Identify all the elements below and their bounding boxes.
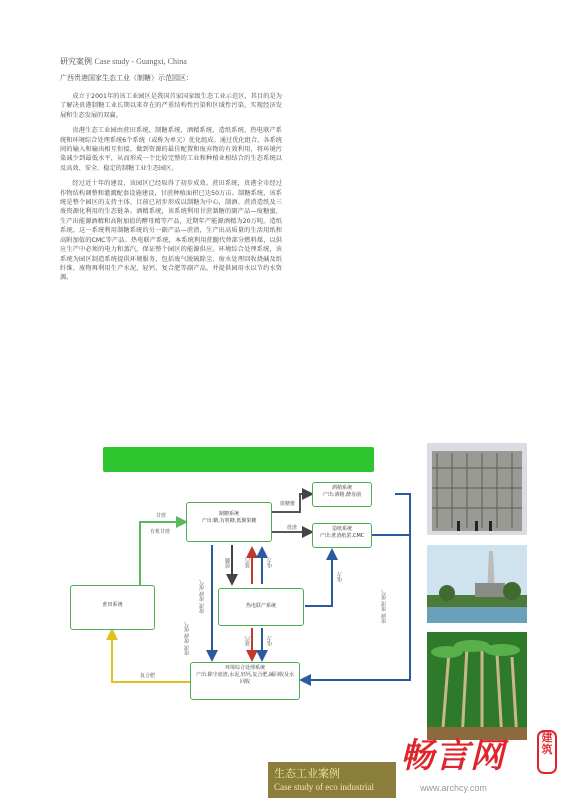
label-steam: 蒸汽 <box>245 558 251 568</box>
paper-output: 产出:蔗渣纸浆,CMC <box>319 533 365 539</box>
label-waste-right: 废液 废渣 废气 <box>381 590 387 624</box>
header-title-en: Case study - Guangxi, China <box>94 57 187 66</box>
label-compost: 复合肥 <box>140 673 156 679</box>
label-electricity: 电力 <box>267 558 273 568</box>
label-steam-2: 蒸汽 <box>245 636 251 646</box>
sugar-title: 制糖系统 <box>218 511 239 517</box>
box-cane-field <box>70 585 155 630</box>
footer-title-en: Case study of eco industrial <box>274 782 374 792</box>
alcohol-output: 产出:酒精,酵母菌 <box>322 492 362 498</box>
subtitle: 广西贵港国家生态工业（制糖）示范园区： <box>60 74 193 82</box>
header-title-cn: 研究案例 <box>60 57 92 66</box>
label-molasses: 废糖蜜 <box>280 501 296 507</box>
alcohol-title: 酒精系统 <box>331 485 352 491</box>
footer-bar <box>268 762 396 798</box>
box-sugar <box>186 502 272 542</box>
paragraph-3: 经过近十年的建设，该园区已经取得了初步成效。蔗田系统，贵港全市经过作物结构调整和灌溉配套设施建设，甘蔗种植面积已达50万亩。制糖系统，该系统是整个园区的支持主体，目前已初步形成以制糖为中心，制酒、蔗渣造纸及三废资源化利用的生态链条。酒精系统，该系统利用甘蔗制糖的副产品—废糖蜜，生产出能源酒精和高附加值的酵母精等产品，近期年产能源酒精为20万吨。造纸系统，这一系统利用制糖系统的另一副产品—蔗渣，生产出高质量的生活用纸和高附加值的CMC等产品。热电联产系统，本系统利用蔗髓代替部分燃料煤，以供应生产中必须的电力和蒸汽，保证整个园区的能源供应。环境综合处理系统，该系统为园区制造系统提供环境服务，包括废气脱硫除尘、废水处理回收烧碱及纸纤维、废物再利用生产水泥、轻钙、复合肥等副产品，并提供园用水以节约水资源。 <box>60 180 282 282</box>
arrow-waste-right <box>301 494 410 680</box>
box-power <box>218 588 304 626</box>
paragraph-2: 贵港生态工业园由蔗田系统、制糖系统、酒精系统、造纸系统、热电联产系统和环境综合处理系统6个系统（或称为单元）优化组成。通过优化组合，各系统间的输入和输出相互衔接，做到资源的最佳配置和废弃物的有效利用，将环境污染减少到最低水平，从而形成一个比较完整的工业和种植业相结合的生态系统以及高效、安全、稳定的制糖工业生态园区。 <box>60 127 282 172</box>
label-sugarcane: 甘蔗 <box>156 513 167 519</box>
label-waste-left: 废渣 废液 废气 <box>199 580 205 614</box>
box-paper <box>312 523 372 548</box>
watermark-logo: 畅言网 <box>400 736 505 776</box>
box-env <box>190 662 300 700</box>
factory-photo <box>427 443 527 535</box>
watermark-url[interactable]: www.archcy.com <box>420 783 487 793</box>
sugarcane-photo <box>427 632 527 740</box>
paragraph-1: 成立于2001年的该工业园区是我国首家国家级生态工业示范区，其目的是为了解决贵港制糖工业长期以来存在的严重结构性污染和区域性污染，实现经济发展和生态发展的双赢。 <box>60 93 282 119</box>
watermark-tag: 建筑 <box>537 730 557 774</box>
label-organic-sugarcane: 有机甘蔗 <box>150 529 171 535</box>
paper-title: 造纸系统 <box>331 526 352 532</box>
label-waste-mid: 废渣 废液 废气 <box>184 622 190 656</box>
footer-title-cn: 生态工业案例 <box>274 767 340 780</box>
power-title: 热电联产系统 <box>245 603 276 609</box>
power-plant-photo <box>427 545 527 623</box>
env-title: 环境综合处理系统 <box>224 665 265 671</box>
cane-field-title: 蔗田系统 <box>102 602 123 608</box>
sugar-output: 产出:糖,有机糖,低聚果糖 <box>201 518 257 524</box>
label-electricity-3: 电力 <box>337 572 343 582</box>
label-pith: 蔗髓 <box>225 558 231 568</box>
arrow-power-paper <box>305 550 332 606</box>
env-output: 产出:除尘废渣,水泥,轻钙,复合肥,碱回收及水回收 <box>195 672 295 685</box>
label-electricity-2: 电力 <box>267 636 273 646</box>
label-bagasse: 蔗渣 <box>287 525 298 531</box>
box-alcohol <box>312 482 372 507</box>
